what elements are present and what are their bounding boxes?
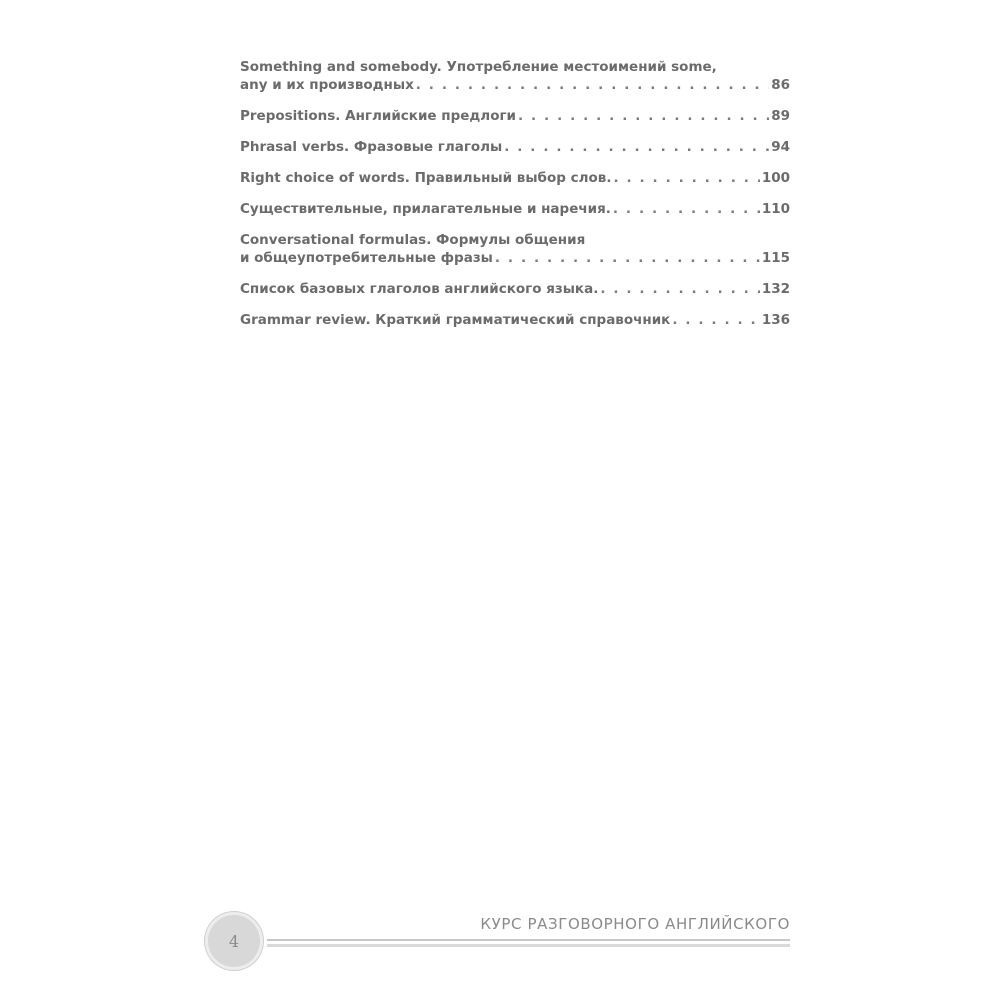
dot-leader bbox=[504, 138, 769, 156]
dot-leader bbox=[600, 280, 759, 298]
page-number: 4 bbox=[228, 931, 240, 951]
footer-divider-secondary bbox=[267, 944, 790, 947]
toc-entry-title: Prepositions. Английские предлоги bbox=[240, 108, 516, 124]
footer-divider bbox=[267, 939, 790, 941]
toc-entry[interactable] bbox=[240, 58, 790, 94]
toc-entry-title: Phrasal verbs. Фразовые глаголы bbox=[240, 139, 503, 155]
toc-entry[interactable] bbox=[240, 311, 790, 329]
toc-entry-title: Список базовых глаголов английского языка. bbox=[240, 281, 599, 297]
dot-leader bbox=[613, 169, 759, 187]
toc-page-number: 86 bbox=[771, 77, 790, 93]
toc-entry-title: и общеупотребительные фразы bbox=[240, 250, 493, 266]
dot-leader bbox=[518, 107, 769, 125]
toc-entry[interactable] bbox=[240, 231, 790, 267]
table-of-contents bbox=[240, 58, 790, 342]
toc-page-number: 89 bbox=[771, 108, 790, 124]
toc-page-number: 132 bbox=[761, 281, 790, 297]
dot-leader bbox=[672, 311, 759, 329]
dot-leader bbox=[613, 200, 760, 218]
page-number-badge bbox=[205, 912, 263, 970]
toc-entry-title: Right choice of words. Правильный выбор слов. bbox=[240, 170, 612, 186]
toc-page-number: 94 bbox=[771, 139, 790, 155]
dot-leader bbox=[495, 249, 760, 267]
toc-page-number: 110 bbox=[761, 201, 790, 217]
toc-entry-title: Grammar review. Краткий грамматический справочник bbox=[240, 312, 671, 328]
page-footer bbox=[205, 912, 790, 972]
toc-entry[interactable] bbox=[240, 138, 790, 156]
toc-entry[interactable] bbox=[240, 200, 790, 218]
dot-leader bbox=[416, 76, 769, 94]
toc-page-number: 100 bbox=[761, 170, 790, 186]
running-title: КУРС РАЗГОВОРНОГО АНГЛИЙСКОГО bbox=[480, 915, 790, 933]
toc-entry-title: Существительные, прилагательные и наречия. bbox=[240, 201, 611, 217]
toc-page-number: 115 bbox=[761, 250, 790, 266]
toc-page-number: 136 bbox=[761, 312, 790, 328]
toc-entry[interactable] bbox=[240, 169, 790, 187]
toc-entry[interactable] bbox=[240, 280, 790, 298]
toc-entry-title-line1: Something and somebody. Употребление местоимений some, bbox=[240, 59, 717, 75]
toc-entry-title: any и их производных bbox=[240, 77, 414, 93]
toc-entry-title-line1: Conversational formulas. Формулы общения bbox=[240, 232, 586, 248]
toc-entry[interactable] bbox=[240, 107, 790, 125]
